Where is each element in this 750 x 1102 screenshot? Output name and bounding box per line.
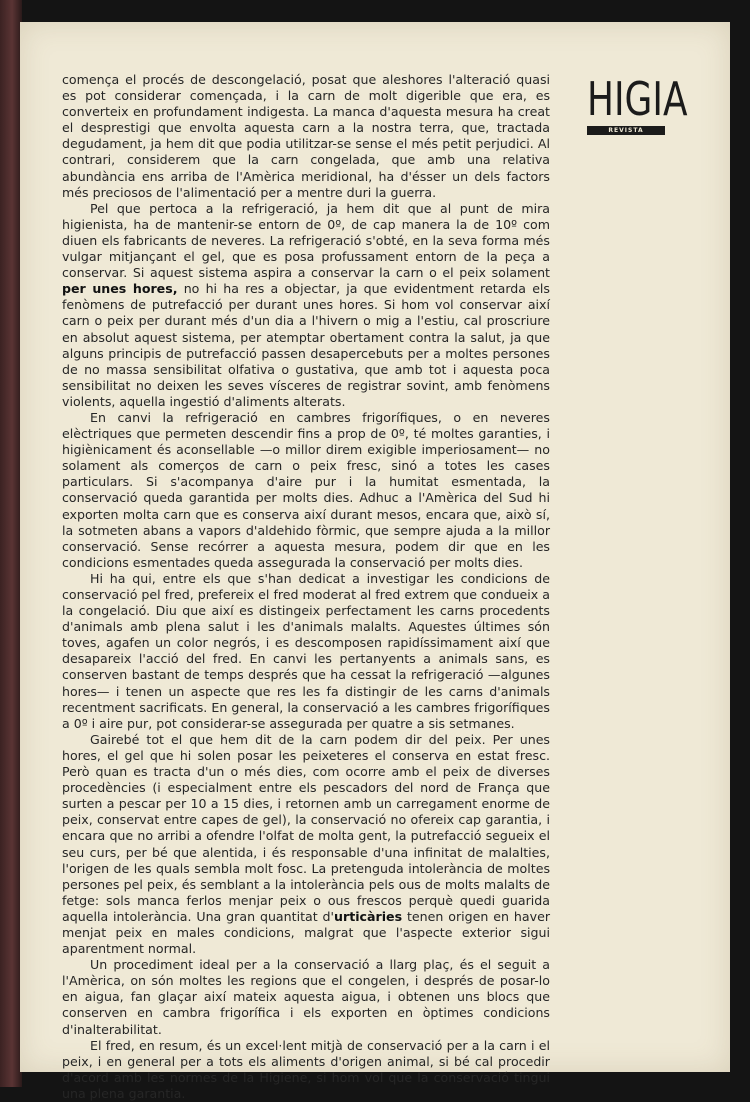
paragraph-7: El fred, en resum, és un excel·lent mitjà de conservació per a la carn i el peix, i en general per a tots els aliments d'origen animal, si bé cal procedir d'acord amb les normes de la Higiene, si hom vol que la conservació tingui una plena garantia. (62, 1037, 550, 1101)
article-body (62, 72, 550, 1102)
paragraph-5-emphasis: urticàries (334, 908, 403, 924)
paragraph-4: Hi ha qui, entre els que s'han dedicat a investigar les condicions de conservació pel fred, prefereix el fred moderat al fred extrem que condueix a la congelació. Diu que així es distingeix perfectament les carns procedents d'animals amb plena salut i les d'animals malalts. Aquestes últimes són toves, agafen un color negrós, i es descomposen rapidíssimament així que desapareix l'acció del fred. En canvi les pertanyents a animals sans, es conserven bastant de temps després que ha cessat la refrigeració —algunes hores— i tenen un aspecte que res les fa distingir de les carns d'animals recentment sacrificats. En general, la conservació a les cambres frigorífiques a 0º i aire pur, pot considerar-se assegurada per quatre a sis setmanes. (62, 570, 550, 731)
higia-logo (587, 72, 688, 146)
logo-subtitle: REVISTA D'HIGIENE (587, 126, 665, 135)
paragraph-2-emphasis: per unes hores, (62, 281, 178, 297)
paragraph-5-part-b: tenen origen en haver menjat peix en males condicions, malgrat que l'aspecte exterior sigui aparentment normal. (62, 908, 551, 957)
paragraph-2-part-a: Pel que pertoca a la refrigeració, ja hem dit que al punt de mira higienista, ha de mantenir-se entorn de 0º, de cap manera la de 10º com diuen els fabricants de neveres. La refrigeració s'obté, en la seva forma més vulgar mitjançant el gel, que es posa profussament entorn de la peça a conservar. Si aquest sistema aspira a conservar la carn o el peix solament (62, 200, 550, 281)
book-spine (0, 0, 22, 1087)
paragraph-3: En canvi la refrigeració en cambres frigorífiques, o en neveres elèctriques que permeten descendir fins a prop de 0º, té moltes garanties, i higiènicament és aconsellable —o millor direm exigible imperiosament— no solament als comerços de carn o peix fresc, sinó a totes les cases particulars. Si s'acompanya d'aire pur i la humitat esmentada, la conservació queda garantida per molts dies. Adhuc a l'Amèrica del Sud hi exporten molta carn que es conserva així durant mesos, encara que, això sí, la sotmeten abans a vapors d'aldehido fòrmic, que sempre ajuda a la millor conservació. Sense recórrer a aquesta mesura, podem dir que en les condicions esmentades queda assegurada la conservació per molts dies. (62, 409, 550, 570)
paragraph-2 (62, 201, 550, 410)
paragraph-5 (62, 732, 550, 957)
paragraph-5-part-a: Gairebé tot el que hem dit de la carn podem dir del peix. Per unes hores, el gel que hi solen posar les peixeteres el conserva en estat fresc. Però quan es tracta d'un o més dies, com ocorre amb el peix de diverses procedències (i especialment entre els pescadors del nord de França que surten a pescar per 10 a 15 dies, i retornen amb un carregament enorme de peix, conservat entre capes de gel), la conservació no ofereix cap garantia, i encara que no arribi a ofendre l'olfat de molta gent, la putrefacció segueix el seu curs, per bé que alentida, i és responsable d'una infinitat de malalties, l'origen de les quals sembla molt fosc. La pretenguda intolerància de moltes persones pel peix, és semblant a la intolerància pels ous de molts malalts de fetge: sols manca ferlos menjar peix o ous frescos perquè quedi guarida aquella intolerància. Una gran quantitat d' (62, 731, 550, 924)
paragraph-6: Un procediment ideal per a la conservació a llarg plaç, és el seguit a l'Amèrica, on són moltes les regions que el congelen, i després de posar-lo en aigua, fan glaçar així mateix aquesta aigua, i obtenen uns blocs que conserven en cambra frigorífica i els exporten en òptimes condicions d'inalterabilitat. (62, 957, 550, 1037)
logo-wordmark: HIGIA (587, 72, 688, 126)
paragraph-1: comença el procés de descongelació, posat que aleshores l'alteració quasi es pot considerar començada, i la carn de molt digerible que era, es converteix en profundament indigesta. La manca d'aquesta mesura ha creat el desprestigi que envolta aquesta carn a la nostra terra, que, tractada degudament, ja hem dit que podia utilitzar-se sense el més petit perjudici. Al contrari, considerem que la carn congelada, que amb una relativa abundància ens arriba de l'Amèrica meridional, ha d'ésser un dels factors més preciosos de l'alimentació per a mentre duri la guerra. (62, 72, 550, 200)
paragraph-2-part-b: no hi ha res a objectar, ja que evidentment retarda els fenòmens de putrefacció per durant unes hores. Si hom vol conservar així carn o peix per durant més d'un dia a l'hivern o mig a l'estiu, cal proscriure en absolut aquest sistema, per atemptar obertament contra la salut, ja que alguns principis de putrefacció passen desapercebuts per a moltes persones de no massa sensibilitat olfativa o gustativa, que amb tot i aquesta poca sensibilitat no deixen les seves vísceres de registrar sovint, amb fenòmens violents, aquella ingestió d'aliments alterats. (62, 281, 550, 409)
